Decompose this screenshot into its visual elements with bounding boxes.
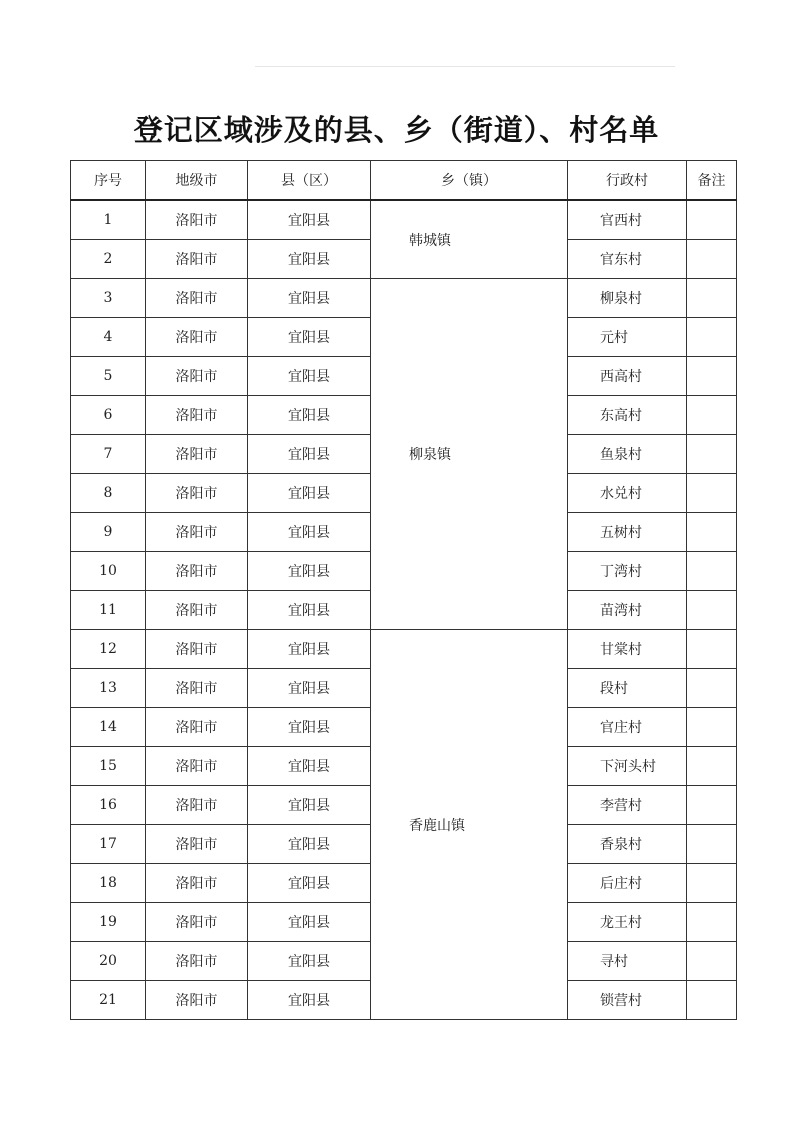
row-note [687,240,737,279]
table-header-row [71,161,737,201]
row-county: 宜阳县 [248,513,371,552]
row-city: 洛阳市 [146,318,248,357]
row-county: 宜阳县 [248,786,371,825]
row-index: 8 [71,474,146,513]
row-village: 鱼泉村 [568,435,687,474]
row-village: 东高村 [568,396,687,435]
row-note [687,357,737,396]
row-note [687,474,737,513]
row-index: 21 [71,981,146,1020]
row-note [687,825,737,864]
row-county: 宜阳县 [248,942,371,981]
row-county: 宜阳县 [248,864,371,903]
row-city: 洛阳市 [146,396,248,435]
header-village: 行政村 [568,161,687,201]
header-note: 备注 [687,161,737,201]
table-row [71,200,737,240]
row-city: 洛阳市 [146,279,248,318]
row-note [687,552,737,591]
row-index: 6 [71,396,146,435]
row-county: 宜阳县 [248,708,371,747]
row-note [687,747,737,786]
row-village: 龙王村 [568,903,687,942]
row-county: 宜阳县 [248,981,371,1020]
row-county: 宜阳县 [248,200,371,240]
row-city: 洛阳市 [146,747,248,786]
header-index: 序号 [71,161,146,201]
row-county: 宜阳县 [248,474,371,513]
row-city: 洛阳市 [146,903,248,942]
row-city: 洛阳市 [146,240,248,279]
row-index: 3 [71,279,146,318]
row-note [687,903,737,942]
row-index: 20 [71,942,146,981]
row-city: 洛阳市 [146,435,248,474]
row-note [687,786,737,825]
row-note [687,630,737,669]
row-index: 9 [71,513,146,552]
row-village: 官西村 [568,200,687,240]
row-county: 宜阳县 [248,591,371,630]
row-village: 元村 [568,318,687,357]
table-row [71,630,737,669]
row-county: 宜阳县 [248,435,371,474]
row-village: 官东村 [568,240,687,279]
row-note [687,279,737,318]
row-city: 洛阳市 [146,200,248,240]
row-county: 宜阳县 [248,669,371,708]
row-county: 宜阳县 [248,630,371,669]
village-roster-table [70,160,737,1020]
header-town: 乡（镇） [371,161,568,201]
row-village: 五树村 [568,513,687,552]
row-index: 14 [71,708,146,747]
row-village: 苗湾村 [568,591,687,630]
row-index: 10 [71,552,146,591]
row-city: 洛阳市 [146,825,248,864]
header-county: 县（区） [248,161,371,201]
row-village: 水兑村 [568,474,687,513]
row-village: 后庄村 [568,864,687,903]
row-index: 13 [71,669,146,708]
row-note [687,318,737,357]
row-village: 寻村 [568,942,687,981]
row-city: 洛阳市 [146,552,248,591]
row-index: 19 [71,903,146,942]
row-index: 17 [71,825,146,864]
row-city: 洛阳市 [146,864,248,903]
row-city: 洛阳市 [146,474,248,513]
row-note [687,591,737,630]
row-village: 下河头村 [568,747,687,786]
town-cell: 香鹿山镇 [371,630,568,1020]
row-index: 5 [71,357,146,396]
row-index: 7 [71,435,146,474]
row-note [687,669,737,708]
row-county: 宜阳县 [248,825,371,864]
scan-artifact-line [255,66,675,67]
row-city: 洛阳市 [146,708,248,747]
row-city: 洛阳市 [146,513,248,552]
row-village: 西高村 [568,357,687,396]
row-index: 18 [71,864,146,903]
row-note [687,708,737,747]
row-note [687,864,737,903]
row-village: 段村 [568,669,687,708]
row-note [687,981,737,1020]
row-index: 2 [71,240,146,279]
row-city: 洛阳市 [146,786,248,825]
row-index: 16 [71,786,146,825]
row-village: 甘棠村 [568,630,687,669]
row-index: 15 [71,747,146,786]
row-village: 丁湾村 [568,552,687,591]
row-county: 宜阳县 [248,240,371,279]
row-village: 香泉村 [568,825,687,864]
row-note [687,396,737,435]
row-city: 洛阳市 [146,630,248,669]
row-village: 官庄村 [568,708,687,747]
row-city: 洛阳市 [146,357,248,396]
row-county: 宜阳县 [248,396,371,435]
row-county: 宜阳县 [248,747,371,786]
document-title: 登记区域涉及的县、乡（街道）、村名单 [133,113,660,147]
town-cell: 韩城镇 [371,200,568,279]
row-note [687,200,737,240]
row-index: 11 [71,591,146,630]
row-county: 宜阳县 [248,279,371,318]
row-index: 4 [71,318,146,357]
row-county: 宜阳县 [248,903,371,942]
row-city: 洛阳市 [146,942,248,981]
town-cell: 柳泉镇 [371,279,568,630]
table-row [71,279,737,318]
row-index: 12 [71,630,146,669]
row-county: 宜阳县 [248,318,371,357]
row-village: 李营村 [568,786,687,825]
row-index: 1 [71,200,146,240]
row-note [687,435,737,474]
row-village: 柳泉村 [568,279,687,318]
row-city: 洛阳市 [146,669,248,708]
row-city: 洛阳市 [146,591,248,630]
row-city: 洛阳市 [146,981,248,1020]
row-note [687,942,737,981]
row-county: 宜阳县 [248,357,371,396]
row-county: 宜阳县 [248,552,371,591]
row-note [687,513,737,552]
row-village: 锁营村 [568,981,687,1020]
header-city: 地级市 [146,161,248,201]
